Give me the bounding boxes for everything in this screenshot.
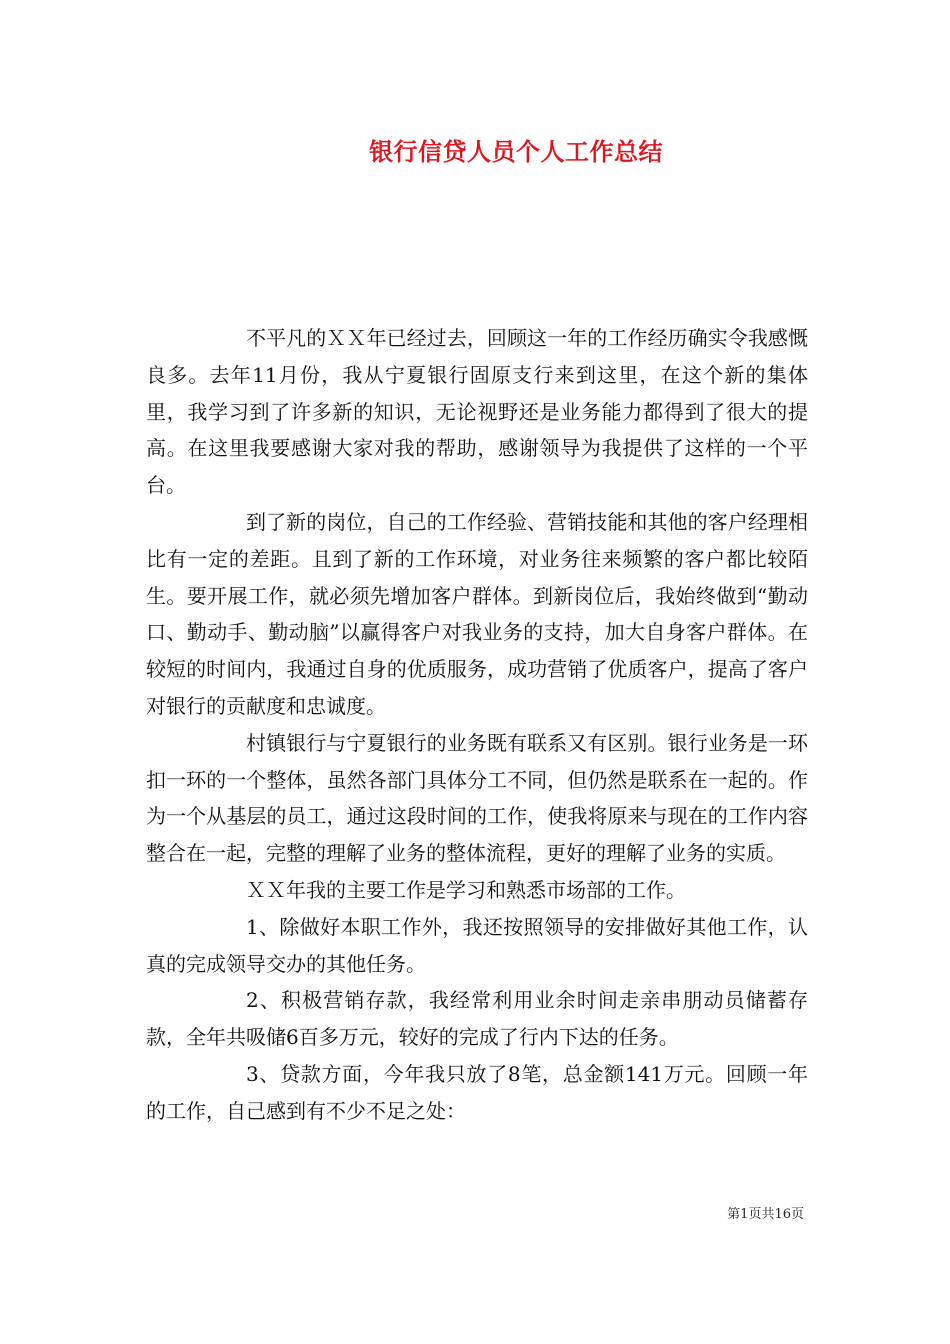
document-body (146, 320, 808, 1130)
paragraph-item-1: 1、除做好本职工作外，我还按照领导的安排做好其他工作，认真的完成领导交办的其他任务。 (146, 914, 808, 976)
document-title: 银行信贷人员个人工作总结 (369, 137, 663, 166)
paragraph-intro: 不平凡的ＸＸ年已经过去，回顾这一年的工作经历确实令我感慨良多。去年11月份，我从宁夏银行固原支行来到这里，在这个新的集体里，我学习到了许多新的知识，无论视野还是业务能力都得到了很大的提高。在这里我要感谢大家对我的帮助，感谢领导为我提供了这样的一个平台。 (146, 326, 808, 498)
paragraph-item-2: 2、积极营销存款，我经常利用业余时间走亲串朋动员储蓄存款，全年共吸储6百多万元，较好的完成了行内下达的任务。 (146, 988, 808, 1050)
paragraph-new-position: 到了新的岗位，自己的工作经验、营销技能和其他的客户经理相比有一定的差距。且到了新的工作环境，对业务往来频繁的客户都比较陌生。要开展工作，就必须先增加客户群体。到新岗位后，我始终做到“勤动口、勤动手、勤动脑”以赢得客户对我业务的支持，加大自身客户群体。在较短的时间内，我通过自身的优质服务，成功营销了优质客户，提高了客户对银行的贡献度和忠诚度。 (146, 509, 808, 718)
page-footer: 第1页共16页 (727, 1207, 804, 1222)
paragraph-business-relation: 村镇银行与宁夏银行的业务既有联系又有区别。银行业务是一环扣一环的一个整体，虽然各部门具体分工不同，但仍然是联系在一起的。作为一个从基层的员工，通过这段时间的工作，使我将原来与现在的工作内容整合在一起，完整的理解了业务的整体流程，更好的理解了业务的实质。 (146, 730, 808, 866)
paragraph-item-3: 3、贷款方面，今年我只放了8笔，总金额141万元。回顾一年的工作，自己感到有不少不足之处： (146, 1061, 808, 1123)
paragraph-main-work: ＸＸ年我的主要工作是学习和熟悉市场部的工作。 (246, 877, 686, 902)
